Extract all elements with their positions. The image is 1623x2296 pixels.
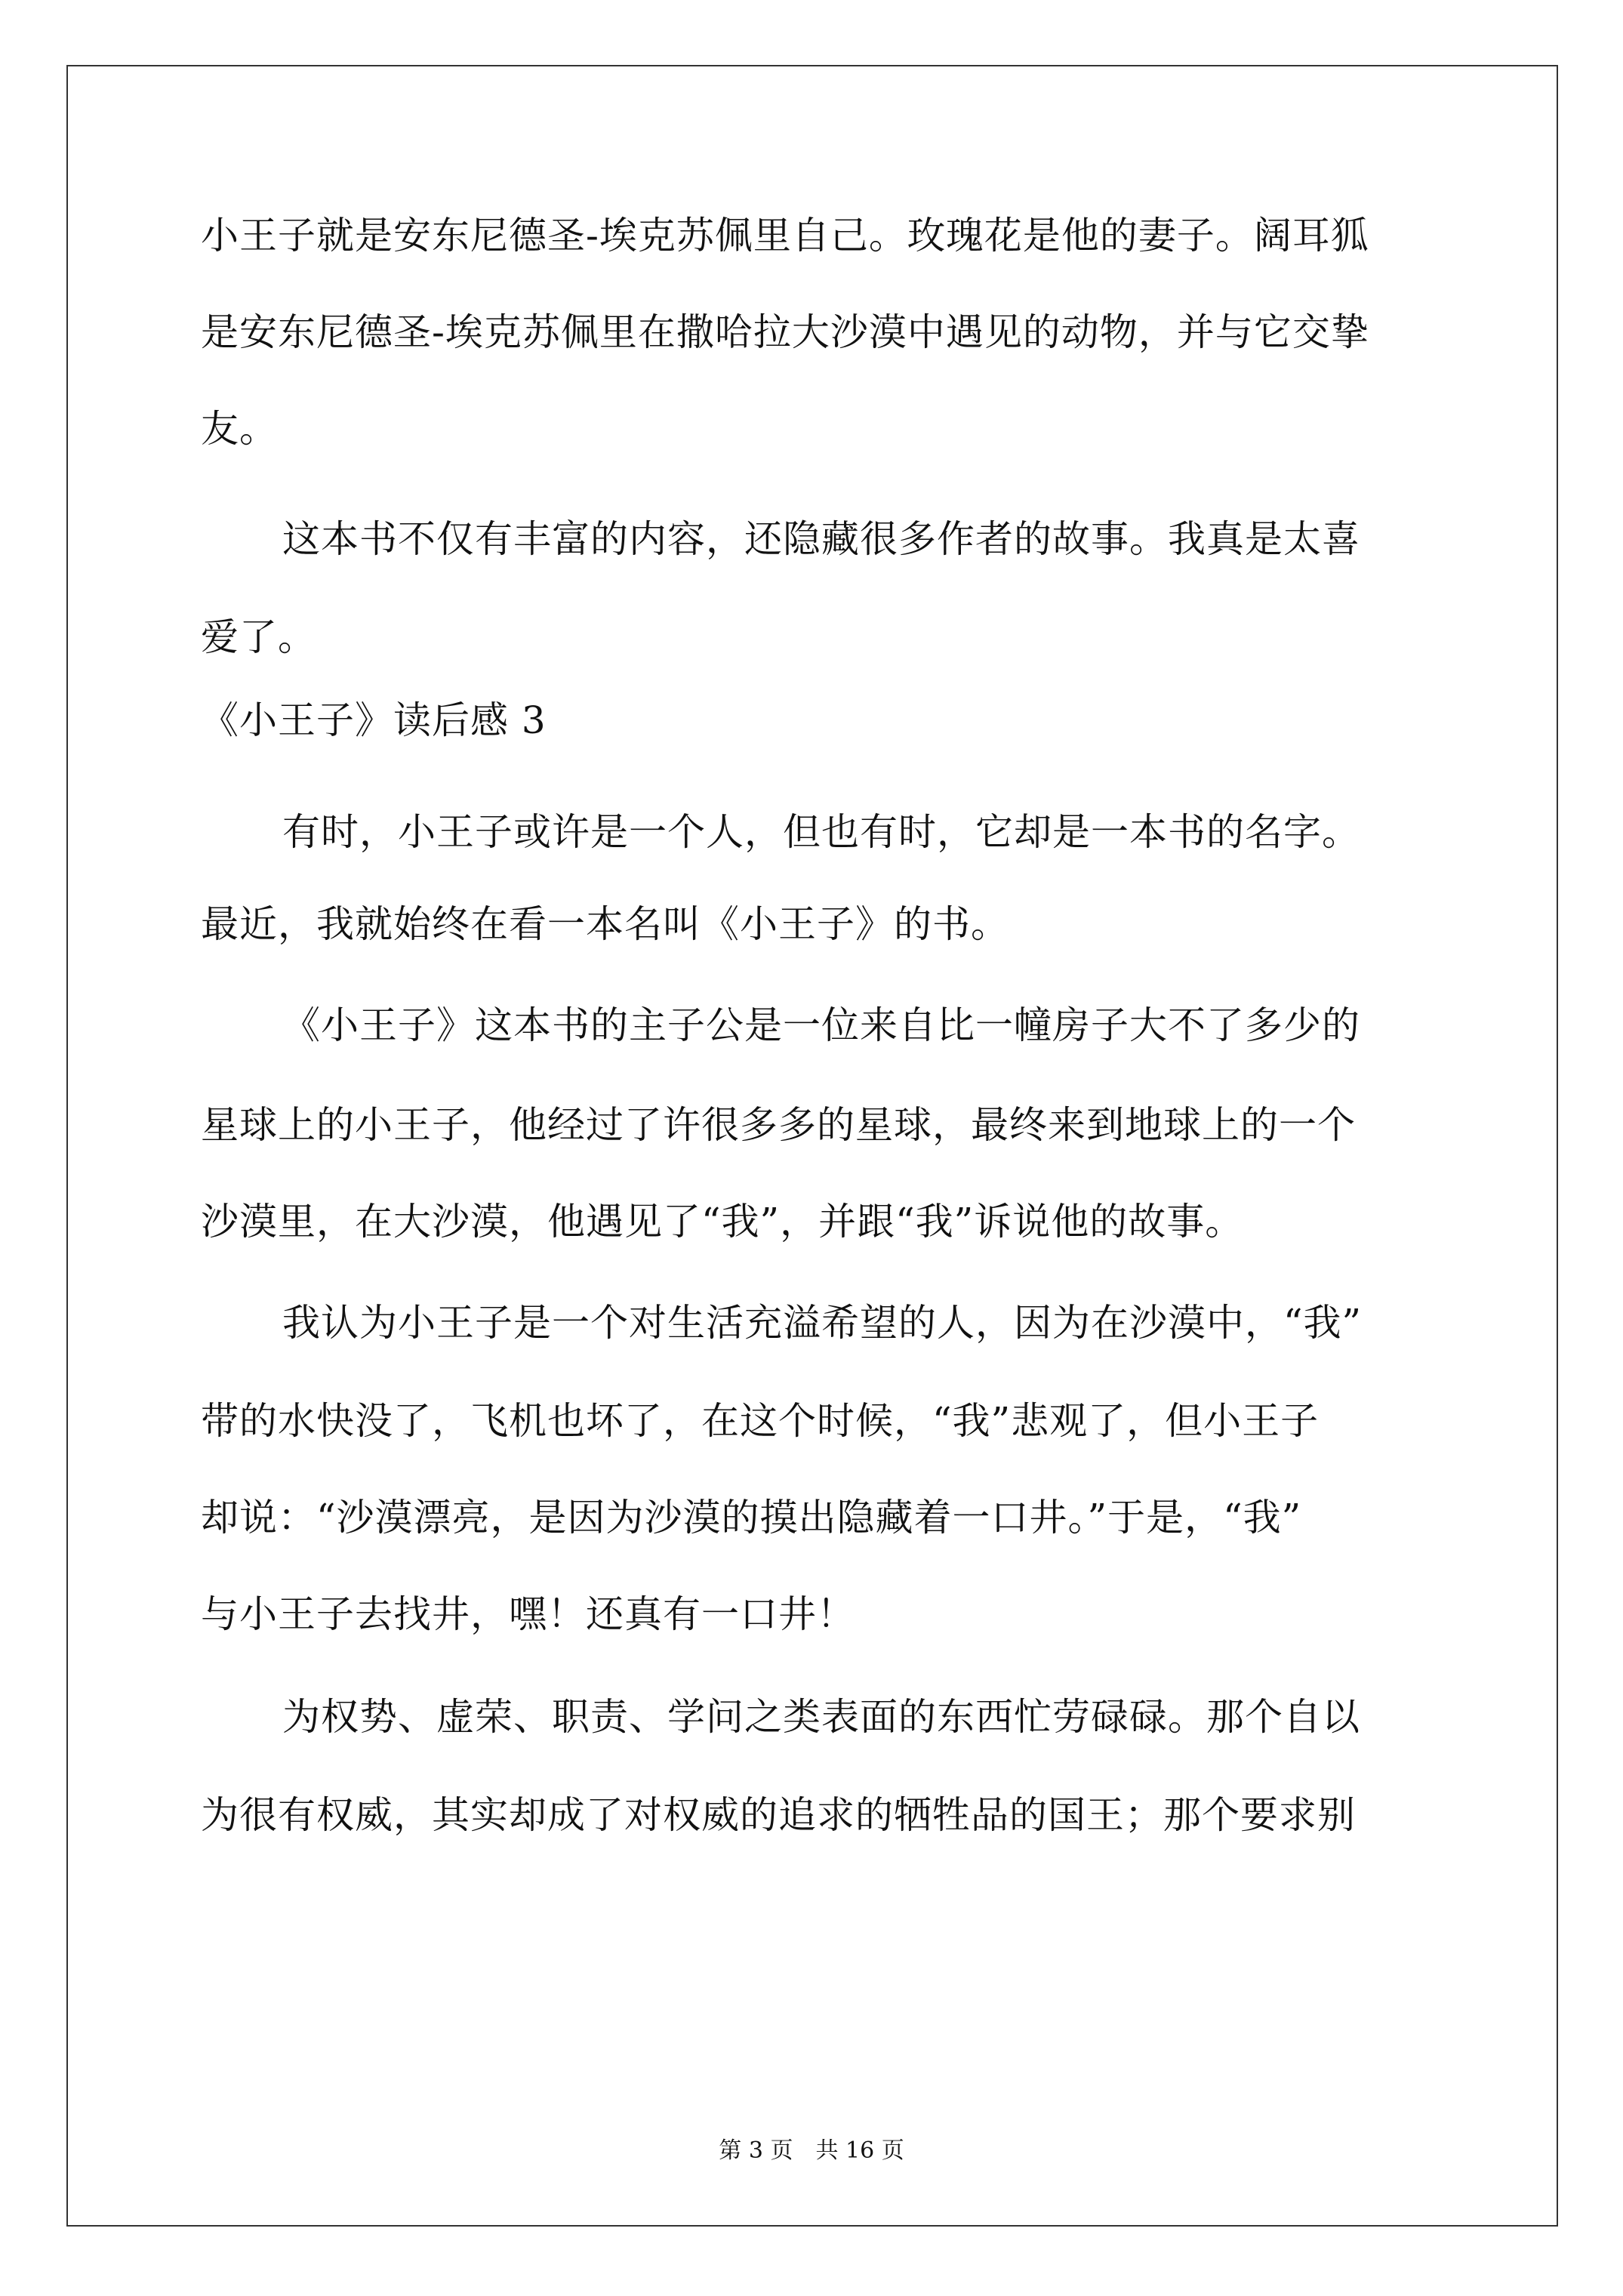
text-line: 沙漠里，在大沙漠，他遇见了“我”，并跟“我”诉说他的故事。 [201,1200,1244,1244]
text-line: 小王子就是安东尼德圣-埃克苏佩里自己。玫瑰花是他的妻子。阔耳狐 [201,214,1369,257]
text-line: 却说：“沙漠漂亮，是因为沙漠的摸出隐藏着一口井。”于是，“我” [201,1496,1302,1539]
text-line: 为权势、虚荣、职责、学问之类表面的东西忙劳碌碌。那个自以 [282,1695,1360,1739]
page-number-footer: 第 3 页 共 16 页 [719,2137,904,2164]
text-line: 这本书不仅有丰富的内容，还隐藏很多作者的故事。我真是太喜 [282,517,1360,561]
text-line: 与小王子去找井，嘿！还真有一口井！ [201,1592,855,1636]
text-line: 我认为小王子是一个对生活充溢希望的人，因为在沙漠中，“我” [282,1301,1363,1345]
section-heading: 《小王子》读后感 3 [201,698,547,742]
text-line: 带的水快没了，飞机也坏了，在这个时候，“我”悲观了，但小王子 [201,1399,1320,1443]
text-line: 爱了。 [201,615,316,659]
text-line: 最近，我就始终在看一本名叫《小王子》的书。 [201,902,1009,946]
text-line: 星球上的小王子，他经过了许很多多的星球，最终来到地球上的一个 [201,1103,1356,1147]
text-line: 为很有权威，其实却成了对权威的追求的牺牲品的国王；那个要求别 [201,1793,1356,1837]
text-line: 《小王子》这本书的主子公是一位来自比一幢房子大不了多少的 [282,1003,1360,1047]
text-line: 友。 [201,407,278,451]
text-line: 是安东尼德圣-埃克苏佩里在撒哈拉大沙漠中遇见的动物，并与它交挚 [201,310,1369,354]
text-line: 有时，小王子或许是一个人，但也有时，它却是一本书的名字。 [282,810,1360,854]
